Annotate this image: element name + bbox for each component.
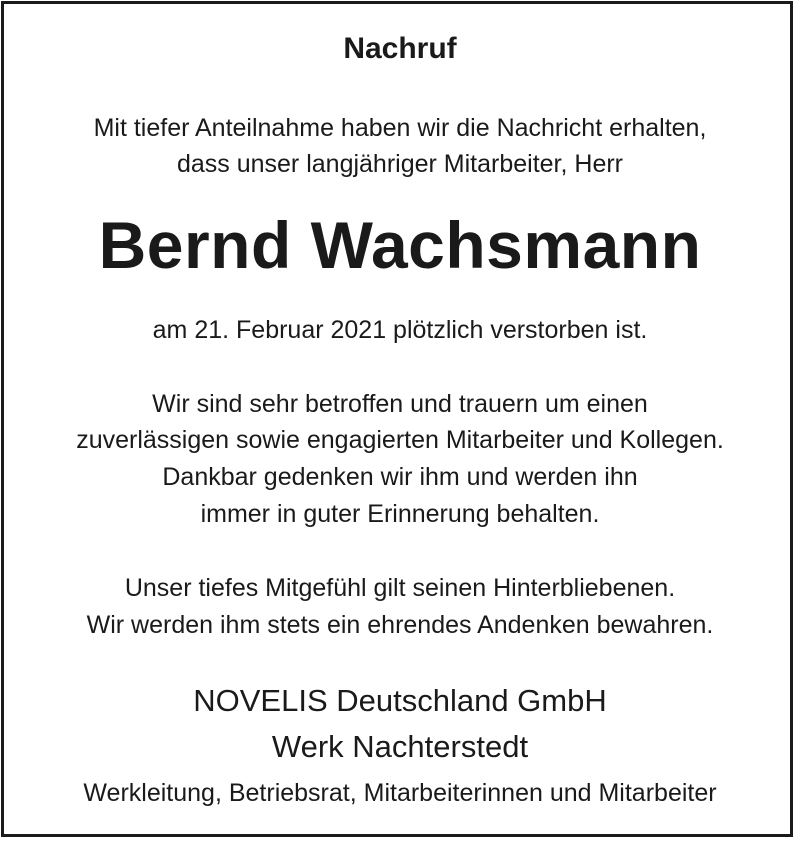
- signatories-line: Werkleitung, Betriebsrat, Mitarbeiterinnen und Mitarbeiter: [83, 779, 717, 807]
- tribute-line-4: immer in guter Erinnerung behalten.: [200, 500, 600, 528]
- condolence-line-2: Wir werden ihm stets ein ehrendes Andenken bewahren.: [86, 611, 714, 639]
- company-name: NOVELIS Deutschland GmbH: [193, 683, 607, 718]
- tribute-line-2: zuverlässigen sowie engagierten Mitarbeiter und Kollegen.: [76, 426, 724, 454]
- plant-name: Werk Nachterstedt: [271, 729, 529, 764]
- condolence-line-1: Unser tiefes Mitgefühl gilt seinen Hinterbliebenen.: [124, 574, 676, 602]
- tribute-line-1: Wir sind sehr betroffen und trauern um einen: [152, 390, 648, 418]
- death-date-line: am 21. Februar 2021 plötzlich verstorben ist.: [152, 316, 648, 344]
- intro-line-1: Mit tiefer Anteilnahme haben wir die Nachricht erhalten,: [93, 114, 707, 142]
- deceased-name: Bernd Wachsmann: [98, 208, 702, 282]
- intro-line-2: dass unser langjähriger Mitarbeiter, Herr: [176, 150, 624, 178]
- tribute-line-3: Dankbar gedenken wir ihm und werden ihn: [162, 463, 638, 491]
- notice-heading: Nachruf: [343, 32, 457, 65]
